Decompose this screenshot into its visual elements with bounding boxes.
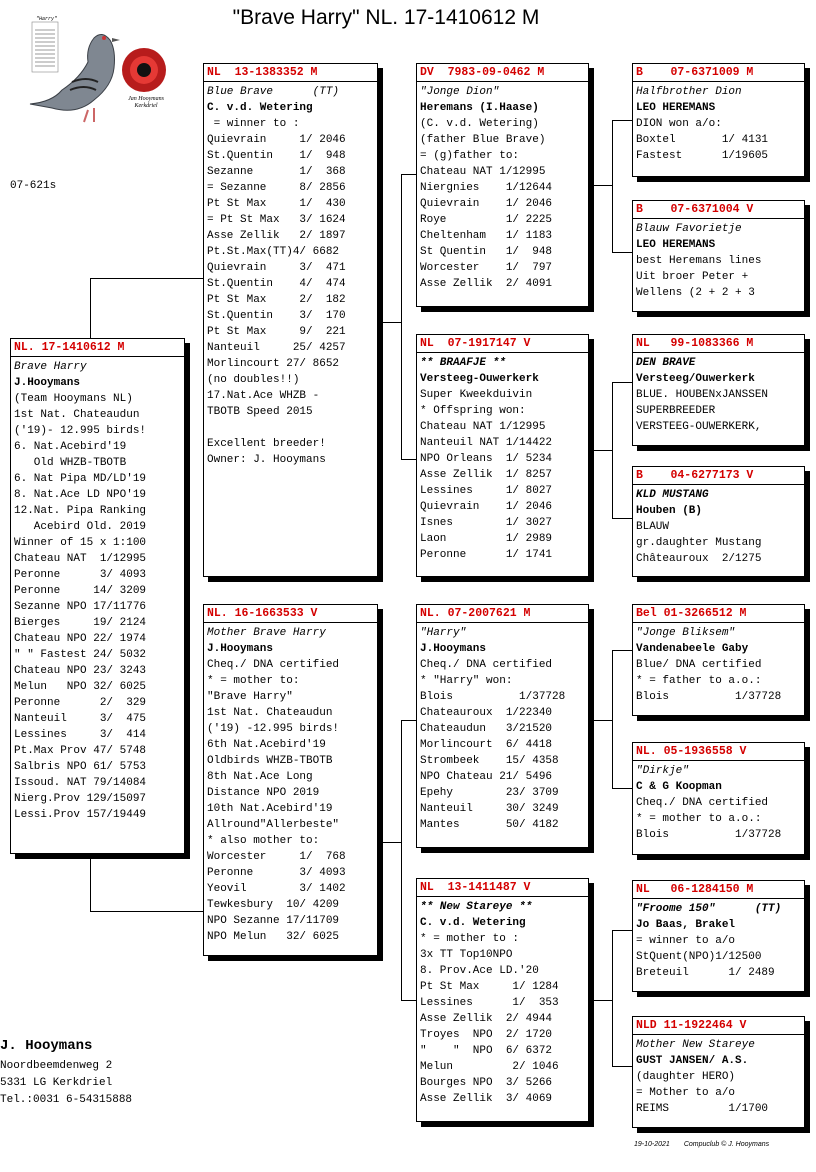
- card-subject-pigeon: [10, 338, 185, 854]
- card-line: = Sezanne 8/ 2856: [207, 182, 346, 194]
- card-line: Nanteuil 25/ 4257: [207, 342, 346, 354]
- card-line: 8th Nat.Ace Long: [207, 771, 313, 783]
- card-line: Nanteuil NAT 1/14422: [420, 437, 553, 449]
- breeder-name: GUST JANSEN/ A.S.: [636, 1055, 749, 1067]
- connector-line: [612, 930, 632, 931]
- card-line: 6. Nat.Acebird'19: [14, 441, 127, 453]
- connector-line: [592, 185, 613, 186]
- card-line: Blois 1/37728: [636, 691, 782, 703]
- card-line: Pt St Max 1/ 430: [207, 198, 346, 210]
- card-sire: [203, 63, 378, 577]
- card-dam-dam-dam: [632, 1016, 805, 1128]
- connector-line: [90, 911, 204, 912]
- card-line: Lessi.Prov 157/19449: [14, 809, 147, 821]
- card-line: = winner to :: [207, 118, 300, 130]
- card-line: Pt.St.Max(TT)4/ 6682: [207, 246, 340, 258]
- card-line: Uit broer Peter +: [636, 271, 749, 283]
- pigeon-name: "Dirkje": [636, 765, 689, 777]
- card-line: Lessines 1/ 8027: [420, 485, 553, 497]
- card-line: Epehy 23/ 3709: [420, 787, 559, 799]
- card-line: Cheq./ DNA certified: [636, 797, 769, 809]
- connector-line: [612, 382, 632, 383]
- card-line: Bourges NPO 3/ 5266: [420, 1077, 553, 1089]
- card-line: Morlincourt 6/ 4418: [420, 739, 553, 751]
- breeder-name: C. v.d. Wetering: [207, 102, 313, 114]
- pigeon-name: Brave Harry: [14, 361, 87, 373]
- card-line: 3x TT Top10NPO: [420, 949, 513, 961]
- footer: [634, 1141, 783, 1148]
- connector-line: [401, 322, 402, 460]
- card-line: = (g)father to:: [420, 150, 520, 162]
- card-line: Worcester 1/ 797: [420, 262, 553, 274]
- connector-line: [401, 720, 402, 1000]
- connector-line: [612, 518, 632, 519]
- card-dam-sire-sire: [632, 604, 805, 716]
- card-line: Peronne 2/ 329: [14, 697, 147, 709]
- card-line: Old WHZB-TBOTB: [14, 457, 127, 469]
- card-line: gr.daughter Mustang: [636, 537, 762, 549]
- card-line: Acebird Old. 2019: [14, 521, 147, 533]
- card-line: 8. Nat.Ace LD NPO'19: [14, 489, 147, 501]
- card-line: Salbris NPO 61/ 5753: [14, 761, 147, 773]
- ring-number: NL. 17-1410612 M: [11, 340, 184, 357]
- card-line: Quievrain 1/ 2046: [420, 501, 553, 513]
- card-line: Chateau NPO 22/ 1974: [14, 633, 147, 645]
- card-line: Owner: J. Hooymans: [207, 454, 326, 466]
- card-line: Nanteuil 3/ 475: [14, 713, 147, 725]
- card-line: Chateau NAT 1/12995: [420, 421, 546, 433]
- card-line: Bierges 19/ 2124: [14, 617, 147, 629]
- card-line: 1st Nat. Chateaudun: [207, 707, 333, 719]
- card-line: = Mother to a/o: [636, 1087, 736, 1099]
- card-line: Melun 2/ 1046: [420, 1061, 559, 1073]
- card-line: Isnes 1/ 3027: [420, 517, 553, 529]
- card-line: Melun NPO 32/ 6025: [14, 681, 147, 693]
- owner-phone: Tel.:0031 6-54315888: [0, 1094, 133, 1106]
- card-line: 6. Nat Pipa MD/LD'19: [14, 473, 147, 485]
- connector-line: [90, 278, 204, 279]
- card-line: Strombeek 15/ 4358: [420, 755, 559, 767]
- card-dam-dam-sire: [632, 880, 805, 992]
- card-line: Châteauroux 2/1275: [636, 553, 762, 565]
- card-line: NPO Chateau 21/ 5496: [420, 771, 553, 783]
- logo-caption: [118, 96, 174, 110]
- connector-line: [90, 856, 91, 912]
- card-line: Cheltenham 1/ 1183: [420, 230, 553, 242]
- pigeon-name: KLD MUSTANG: [636, 489, 709, 501]
- ring-number: NL. 07-2007621 M: [417, 606, 588, 623]
- card-line: ('19)- 12.995 birds!: [14, 425, 147, 437]
- card-line: * = mother to :: [420, 933, 520, 945]
- card-line: Oldbirds WHZB-TBOTB: [207, 755, 333, 767]
- card-line: * = mother to a.o.:: [636, 813, 762, 825]
- card-line: Pt St Max 2/ 182: [207, 294, 346, 306]
- card-line: Quievrain 1/ 2046: [207, 134, 346, 146]
- card-line: Peronne 14/ 3209: [14, 585, 147, 597]
- breeder-name: C & G Koopman: [636, 781, 722, 793]
- card-line: 17.Nat.Ace WHZB -: [207, 390, 320, 402]
- pedigree-tag-icon: [32, 22, 58, 72]
- card-line: Laon 1/ 2989: [420, 533, 553, 545]
- connector-line: [401, 174, 402, 322]
- connector-line: [612, 120, 632, 121]
- card-line: Breteuil 1/ 2489: [636, 967, 775, 979]
- pigeon-name: "Jonge Bliksem": [636, 627, 736, 639]
- card-line: SUPERBREEDER: [636, 405, 716, 417]
- pigeon-name: "Froome 150" (TT): [636, 903, 782, 915]
- card-line: (daughter HERO): [636, 1071, 736, 1083]
- card-dam-sire: [416, 604, 589, 848]
- card-line: Winner of 15 x 1:100: [14, 537, 147, 549]
- connector-line: [401, 459, 416, 460]
- card-line: Blois 1/37728: [420, 691, 566, 703]
- card-line: TBOTB Speed 2015: [207, 406, 313, 418]
- logo-town: Kerkdriel: [134, 103, 158, 109]
- card-line: 6th Nat.Acebird'19: [207, 739, 326, 751]
- card-line: BLUE. HOUBENxJANSSEN: [636, 389, 769, 401]
- card-line: = winner to a/o: [636, 935, 736, 947]
- card-line: (Team Hooymans NL): [14, 393, 133, 405]
- card-line: ('19) -12.995 birds!: [207, 723, 340, 735]
- card-line: Fastest 1/19605: [636, 150, 769, 162]
- card-line: Asse Zellik 2/ 4944: [420, 1013, 553, 1025]
- card-sire-sire: [416, 63, 589, 307]
- ring-number: B 07-6371009 M: [633, 65, 804, 82]
- card-line: = Pt St Max 3/ 1624: [207, 214, 346, 226]
- connector-line: [380, 322, 402, 323]
- pigeon-name: "Harry": [420, 627, 467, 639]
- card-line: Pt.Max Prov 47/ 5748: [14, 745, 147, 757]
- ring-number: NL 13-1383352 M: [204, 65, 377, 82]
- card-line: Blue/ DNA certified: [636, 659, 762, 671]
- owner-block: [0, 1036, 132, 1109]
- card-line: Mantes 50/ 4182: [420, 819, 559, 831]
- ring-number: Bel 01-3266512 M: [633, 606, 804, 623]
- footer-date: 19-10-2021: [634, 1141, 670, 1148]
- ring-number: NL 06-1284150 M: [633, 882, 804, 899]
- connector-line: [401, 1000, 416, 1001]
- card-line: [207, 420, 374, 436]
- breeder-name: Houben (B): [636, 505, 703, 517]
- card-sire-dam: [416, 334, 589, 577]
- logo-tag-label: "Harry": [36, 16, 58, 22]
- card-line: Chateau NAT 1/12995: [14, 553, 147, 565]
- ring-number: NL 07-1917147 V: [417, 336, 588, 353]
- card-line: Sezanne NPO 17/11776: [14, 601, 147, 613]
- card-line: Asse Zellik 2/ 1897: [207, 230, 346, 242]
- card-line: Lessines 3/ 414: [14, 729, 147, 741]
- card-line: Super Kweekduivin: [420, 389, 533, 401]
- owner-street: Noordbeemdenweg 2: [0, 1060, 113, 1072]
- ring-number: NL 99-1083366 M: [633, 336, 804, 353]
- card-line: Asse Zellik 3/ 4069: [420, 1093, 553, 1105]
- card-line: Boxtel 1/ 4131: [636, 134, 769, 146]
- connector-line: [612, 120, 613, 252]
- breeder-name: J.Hooymans: [420, 643, 487, 655]
- card-line: Excellent breeder!: [207, 438, 326, 450]
- breeder-name: LEO HEREMANS: [636, 239, 716, 251]
- owner-city: 5331 LG Kerkdriel: [0, 1077, 113, 1089]
- card-line: St.Quentin 1/ 948: [207, 150, 346, 162]
- card-line: Morlincourt 27/ 8652: [207, 358, 340, 370]
- connector-line: [401, 174, 416, 175]
- card-line: 12.Nat. Pipa Ranking: [14, 505, 147, 517]
- ring-number: NL 13-1411487 V: [417, 880, 588, 897]
- connector-line: [592, 450, 613, 451]
- page-title: "Brave Harry" NL. 17-1410612 M: [232, 6, 540, 29]
- card-dam: [203, 604, 378, 956]
- card-line: St.Quentin 3/ 170: [207, 310, 346, 322]
- card-line: Chateauroux 1/22340: [420, 707, 553, 719]
- card-line: 10th Nat.Acebird'19: [207, 803, 333, 815]
- ring-number: DV 7983-09-0462 M: [417, 65, 588, 82]
- connector-line: [90, 278, 91, 340]
- card-sire-sire-dam: [632, 200, 805, 312]
- card-line: " " Fastest 24/ 5032: [14, 649, 147, 661]
- card-line: Niergnies 1/12644: [420, 182, 553, 194]
- reference-code: 07-621s: [10, 180, 57, 192]
- connector-line: [401, 720, 416, 721]
- card-line: Blois 1/37728: [636, 829, 782, 841]
- card-line: NPO Melun 32/ 6025: [207, 931, 340, 943]
- card-line: * "Harry" won:: [420, 675, 513, 687]
- pigeon-name: Halfbrother Dion: [636, 86, 742, 98]
- pigeon-name: ** BRAAFJE **: [420, 357, 506, 369]
- pigeon-name: ** New Stareye **: [420, 901, 533, 913]
- connector-line: [380, 842, 402, 843]
- card-line: * = father to a.o.:: [636, 675, 762, 687]
- card-line: * Offspring won:: [420, 405, 526, 417]
- card-line: Chateau NPO 23/ 3243: [14, 665, 147, 677]
- card-line: Peronne 3/ 4093: [14, 569, 147, 581]
- card-line: Pt St Max 9/ 221: [207, 326, 346, 338]
- card-line: Pt St Max 1/ 1284: [420, 981, 559, 993]
- card-line: Quievrain 3/ 471: [207, 262, 346, 274]
- card-sire-dam-dam: [632, 466, 805, 577]
- card-line: 8. Prov.Ace LD.'20: [420, 965, 539, 977]
- breeder-name: LEO HEREMANS: [636, 102, 716, 114]
- card-sire-sire-sire: [632, 63, 805, 177]
- card-dam-sire-dam: [632, 742, 805, 855]
- card-line: Asse Zellik 1/ 8257: [420, 469, 553, 481]
- footer-credit: Compuclub © J. Hooymans: [683, 1141, 770, 1148]
- card-line: * = mother to:: [207, 675, 300, 687]
- connector-line: [612, 650, 632, 651]
- card-line: Worcester 1/ 768: [207, 851, 346, 863]
- pigeon-logo: [22, 20, 174, 126]
- card-line: DION won a/o:: [636, 118, 722, 130]
- ring-number: B 04-6277173 V: [633, 468, 804, 485]
- card-line: Troyes NPO 2/ 1720: [420, 1029, 553, 1041]
- connector-line: [612, 1066, 632, 1067]
- pigeon-name: Mother Brave Harry: [207, 627, 326, 639]
- pigeon-name: DEN BRAVE: [636, 357, 696, 369]
- pigeon-name: Mother New Stareye: [636, 1039, 755, 1051]
- breeder-name: Versteeg-Ouwerkerk: [420, 373, 539, 385]
- logo-owner: Jan Hooymans: [128, 96, 164, 102]
- card-line: St Quentin 1/ 948: [420, 246, 553, 258]
- connector-line: [612, 788, 632, 789]
- ring-number: B 07-6371004 V: [633, 202, 804, 219]
- card-line: VERSTEEG-OUWERKERK,: [636, 421, 762, 433]
- card-line: Cheq./ DNA certified: [207, 659, 340, 671]
- card-line: NPO Sezanne 17/11709: [207, 915, 340, 927]
- card-line: Sezanne 1/ 368: [207, 166, 346, 178]
- card-line: St.Quentin 4/ 474: [207, 278, 346, 290]
- card-line: Quievrain 1/ 2046: [420, 198, 553, 210]
- eye-icon: [122, 48, 166, 92]
- connector-line: [612, 930, 613, 1066]
- card-line: (no doubles!!): [207, 374, 300, 386]
- breeder-name: J.Hooymans: [14, 377, 81, 389]
- pigeon-name: Blue Brave (TT): [207, 86, 340, 98]
- card-line: REIMS 1/1700: [636, 1103, 769, 1115]
- pigeon-name: "Jonge Dion": [420, 86, 500, 98]
- card-line: Chateau NAT 1/12995: [420, 166, 546, 178]
- card-line: Cheq./ DNA certified: [420, 659, 553, 671]
- card-line: Peronne 3/ 4093: [207, 867, 346, 879]
- card-line: Peronne 1/ 1741: [420, 549, 553, 561]
- card-line: Wellens (2 + 2 + 3: [636, 287, 755, 299]
- breeder-name: J.Hooymans: [207, 643, 274, 655]
- card-line: NPO Orleans 1/ 5234: [420, 453, 553, 465]
- card-line: (C. v.d. Wetering): [420, 118, 539, 130]
- card-line: Allround"Allerbeste": [207, 819, 340, 831]
- connector-line: [592, 1000, 613, 1001]
- card-line: Nierg.Prov 129/15097: [14, 793, 147, 805]
- breeder-name: Heremans (I.Haase): [420, 102, 539, 114]
- ring-number: NL. 05-1936558 V: [633, 744, 804, 761]
- card-line: Chateaudun 3/21520: [420, 723, 553, 735]
- card-line: (father Blue Brave): [420, 134, 546, 146]
- breeder-name: Vandenabeele Gaby: [636, 643, 749, 655]
- card-line: "Brave Harry": [207, 691, 293, 703]
- owner-name: J. Hooymans: [0, 1038, 93, 1054]
- breeder-name: Versteeg/Ouwerkerk: [636, 373, 755, 385]
- card-line: best Heremans lines: [636, 255, 762, 267]
- card-line: 1st Nat. Chateaudun: [14, 409, 140, 421]
- breeder-name: Jo Baas, Brakel: [636, 919, 736, 931]
- card-line: Roye 1/ 2225: [420, 214, 553, 226]
- ring-number: NL. 16-1663533 V: [204, 606, 377, 623]
- card-line: * also mother to:: [207, 835, 320, 847]
- card-line: Tewkesbury 10/ 4209: [207, 899, 340, 911]
- card-line: Asse Zellik 2/ 4091: [420, 278, 553, 290]
- card-line: BLAUW: [636, 521, 670, 533]
- breeder-name: C. v.d. Wetering: [420, 917, 526, 929]
- card-line: Issoud. NAT 79/14084: [14, 777, 147, 789]
- card-line: Nanteuil 30/ 3249: [420, 803, 559, 815]
- card-sire-dam-sire: [632, 334, 805, 446]
- card-line: Yeovil 3/ 1402: [207, 883, 346, 895]
- connector-line: [612, 252, 632, 253]
- pigeon-name: Blauw Favorietje: [636, 223, 742, 235]
- connector-line: [612, 650, 613, 788]
- card-line: Lessines 1/ 353: [420, 997, 559, 1009]
- card-dam-dam: [416, 878, 589, 1122]
- ring-number: NLD 11-1922464 V: [633, 1018, 804, 1035]
- card-line: " " NPO 6/ 6372: [420, 1045, 553, 1057]
- card-line: StQuent(NPO)1/12500: [636, 951, 762, 963]
- connector-line: [592, 720, 613, 721]
- card-line: Distance NPO 2019: [207, 787, 320, 799]
